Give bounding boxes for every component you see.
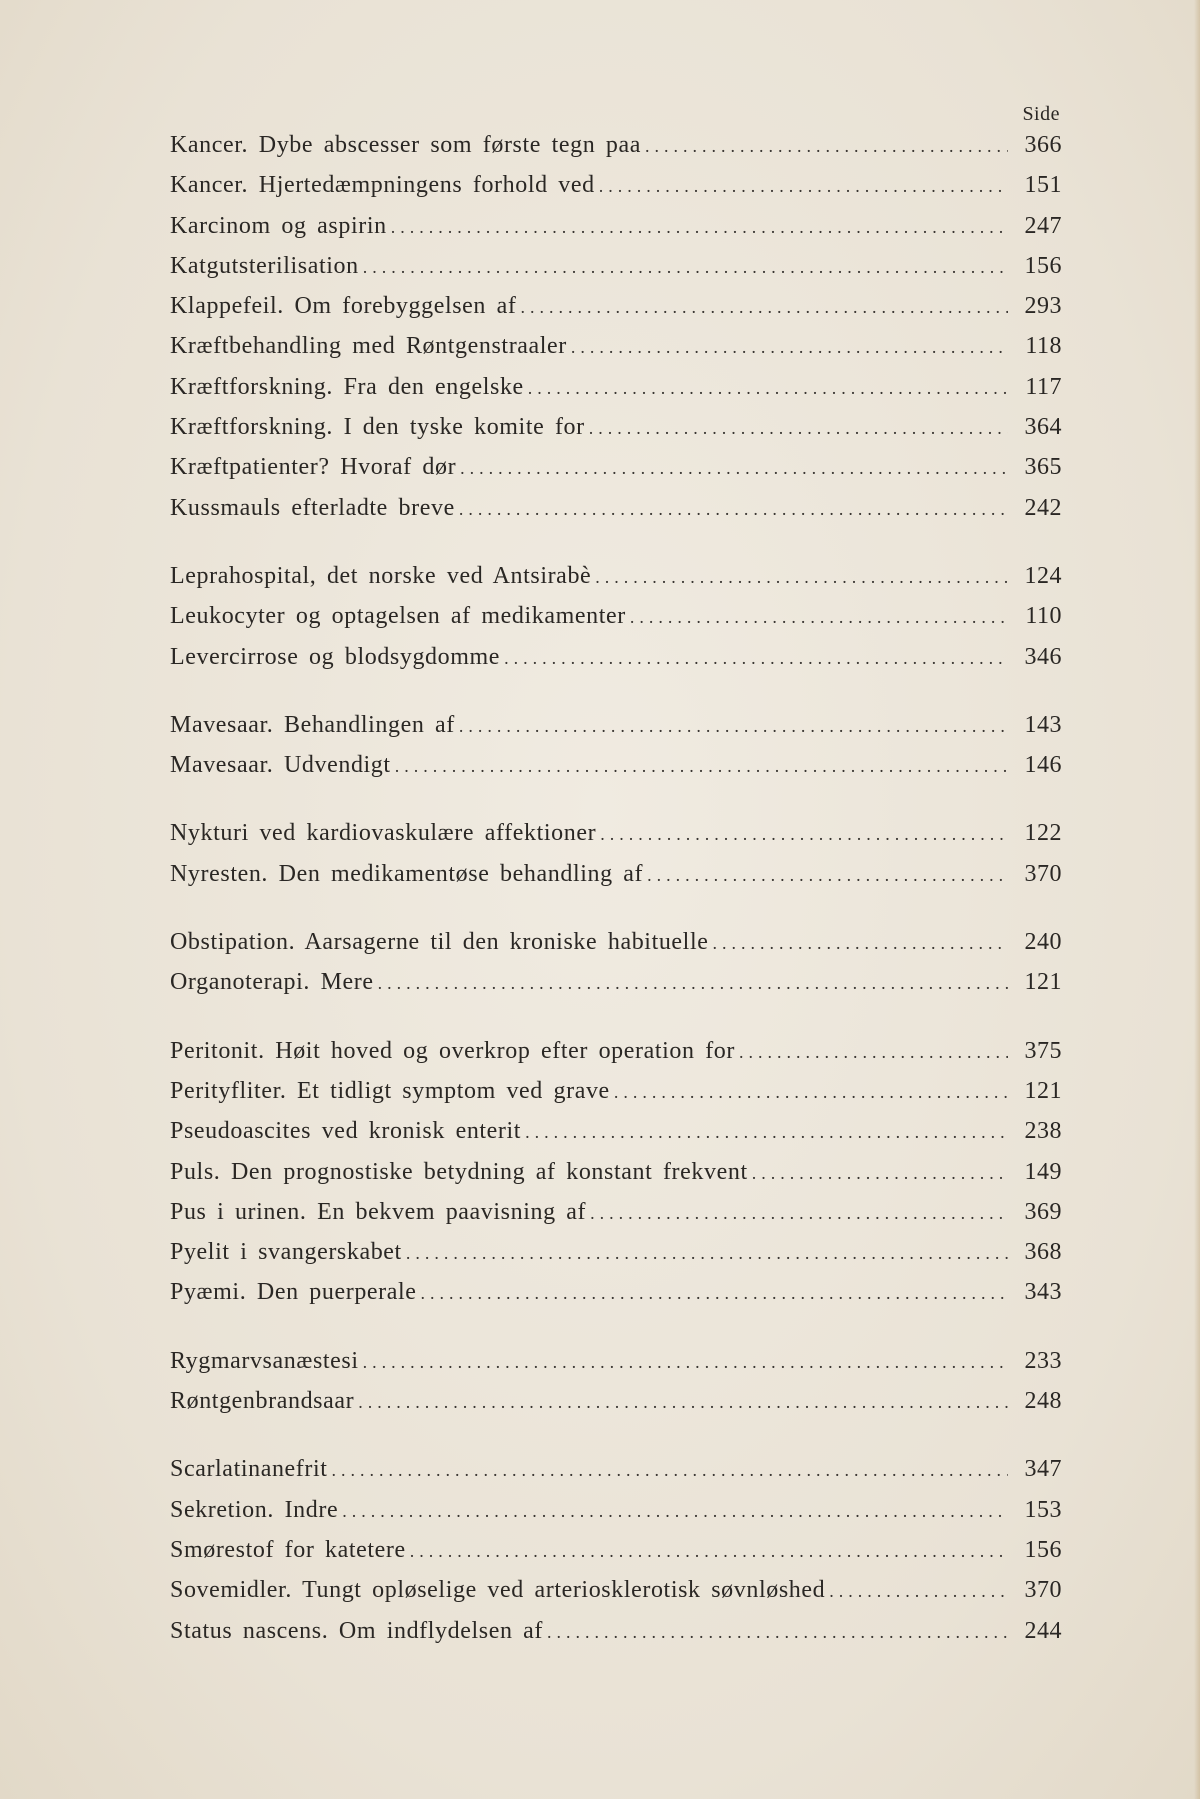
entry-page-number: 242 <box>1024 494 1062 521</box>
dot-leader <box>395 756 1008 777</box>
dot-leader <box>520 297 1008 318</box>
entry-title: Katgutsterilisation <box>170 252 359 279</box>
dot-leader <box>647 865 1008 886</box>
index-entry <box>170 929 1062 969</box>
entry-title: Leprahospital, det norske ved Antsirabè <box>170 562 592 589</box>
entry-page-number: 365 <box>1024 454 1062 481</box>
entry-title: Organoterapi. Mere <box>170 969 374 996</box>
index-entry <box>170 1388 1062 1428</box>
index-list <box>170 132 1062 1658</box>
entry-page-number: 368 <box>1024 1239 1062 1266</box>
dot-leader <box>525 1122 1008 1143</box>
page-column-header: Side <box>1022 103 1060 125</box>
dot-leader <box>547 1622 1008 1643</box>
page-edge-shading <box>1194 0 1200 1799</box>
index-entry <box>170 132 1062 172</box>
dot-leader <box>599 176 1008 197</box>
entry-page-number: 375 <box>1024 1037 1062 1064</box>
index-entry <box>170 1279 1062 1319</box>
entry-title: Perityfliter. Et tidligt symptom ved grave <box>170 1077 610 1104</box>
index-entry <box>170 1118 1062 1158</box>
entry-title: Kussmauls efterladte breve <box>170 494 455 521</box>
entry-title: Leukocyter og optagelsen af medikamenter <box>170 603 626 630</box>
index-entry <box>170 1456 1062 1496</box>
entry-title: Sovemidler. Tungt opløselige ved arteriosklerotisk søvnløshed <box>170 1577 826 1604</box>
entry-title: Pseudoascites ved kronisk enterit <box>170 1118 522 1145</box>
entry-title: Sekretion. Indre <box>170 1496 339 1523</box>
entry-page-number: 244 <box>1024 1617 1062 1644</box>
dot-leader <box>459 716 1008 737</box>
index-entry <box>170 172 1062 212</box>
entry-title: Kræftforskning. I den tyske komite for <box>170 414 585 441</box>
index-entry <box>170 495 1062 535</box>
dot-leader <box>358 1392 1008 1413</box>
entry-page-number: 366 <box>1024 132 1062 158</box>
entry-title: Nykturi ved kardiovaskulære affektioner <box>170 820 597 847</box>
entry-title: Kancer. Dybe abscesser som første tegn paa <box>170 132 642 158</box>
index-group <box>170 929 1062 1010</box>
index-entry <box>170 374 1062 414</box>
dot-leader <box>410 1541 1008 1562</box>
dot-leader <box>421 1283 1008 1304</box>
entry-page-number: 156 <box>1024 252 1062 279</box>
entry-title: Karcinom og aspirin <box>170 212 387 239</box>
entry-title: Kræftpatienter? Hvoraf dør <box>170 454 457 481</box>
dot-leader <box>378 973 1008 994</box>
index-entry <box>170 1199 1062 1239</box>
index-entry <box>170 603 1062 643</box>
index-entry <box>170 712 1062 752</box>
index-entry <box>170 1239 1062 1279</box>
entry-page-number: 370 <box>1024 1577 1062 1604</box>
index-entry <box>170 333 1062 373</box>
entry-page-number: 343 <box>1024 1279 1062 1306</box>
dot-leader <box>600 824 1008 845</box>
entry-title: Scarlatinanefrit <box>170 1456 328 1483</box>
index-entry <box>170 969 1062 1009</box>
index-group <box>170 712 1062 793</box>
index-group <box>170 1038 1062 1320</box>
index-entry <box>170 861 1062 901</box>
entry-page-number: 247 <box>1024 212 1062 239</box>
dot-leader <box>504 648 1008 669</box>
entry-page-number: 153 <box>1024 1496 1062 1523</box>
entry-page-number: 156 <box>1024 1536 1062 1563</box>
entry-page-number: 370 <box>1024 860 1062 887</box>
dot-leader <box>363 257 1008 278</box>
index-entry <box>170 1577 1062 1617</box>
entry-page-number: 238 <box>1024 1118 1062 1145</box>
index-entry <box>170 1038 1062 1078</box>
dot-leader <box>630 607 1008 628</box>
entry-title: Pyelit i svangerskabet <box>170 1239 402 1266</box>
entry-title: Mavesaar. Behandlingen af <box>170 711 455 738</box>
entry-title: Klappefeil. Om forebyggelsen af <box>170 293 517 320</box>
entry-page-number: 240 <box>1024 929 1062 956</box>
dot-leader <box>460 458 1008 479</box>
index-entry <box>170 752 1062 792</box>
index-entry <box>170 253 1062 293</box>
index-entry <box>170 414 1062 454</box>
entry-page-number: 110 <box>1025 603 1062 630</box>
entry-title: Levercirrose og blodsygdomme <box>170 643 501 670</box>
dot-leader <box>391 217 1008 238</box>
dot-leader <box>590 1203 1008 1224</box>
index-entry <box>170 293 1062 333</box>
dot-leader <box>614 1082 1008 1103</box>
entry-title: Peritonit. Høit hoved og overkrop efter operation for <box>170 1037 735 1064</box>
entry-page-number: 248 <box>1024 1388 1062 1415</box>
entry-title: Røntgenbrandsaar <box>170 1388 355 1415</box>
entry-page-number: 121 <box>1024 1077 1062 1104</box>
dot-leader <box>752 1163 1008 1184</box>
entry-title: Rygmarvsanæstesi <box>170 1347 359 1374</box>
entry-page-number: 122 <box>1024 820 1062 847</box>
index-entry <box>170 1159 1062 1199</box>
entry-page-number: 149 <box>1024 1158 1062 1185</box>
dot-leader <box>406 1243 1008 1264</box>
entry-page-number: 143 <box>1024 711 1062 738</box>
index-entry <box>170 454 1062 494</box>
entry-title: Puls. Den prognostiske betydning af konstant frekvent <box>170 1158 748 1185</box>
index-group <box>170 820 1062 901</box>
dot-leader <box>595 567 1008 588</box>
dot-leader <box>332 1460 1008 1481</box>
index-entry <box>170 820 1062 860</box>
entry-title: Smørestof for katetere <box>170 1536 406 1563</box>
entry-page-number: 118 <box>1025 333 1062 360</box>
entry-title: Status nascens. Om indflydelsen af <box>170 1617 543 1644</box>
index-group <box>170 563 1062 684</box>
entry-title: Pus i urinen. En bekvem paavisning af <box>170 1198 587 1225</box>
index-group <box>170 132 1062 535</box>
dot-leader <box>589 418 1008 439</box>
index-group <box>170 1456 1062 1657</box>
entry-page-number: 233 <box>1024 1347 1062 1374</box>
entry-title: Pyæmi. Den puerperale <box>170 1279 417 1306</box>
index-entry <box>170 1497 1062 1537</box>
entry-page-number: 124 <box>1024 562 1062 589</box>
dot-leader <box>645 136 1008 157</box>
dot-leader <box>829 1581 1008 1602</box>
entry-title: Mavesaar. Udvendigt <box>170 752 391 779</box>
index-entry <box>170 644 1062 684</box>
dot-leader <box>342 1501 1008 1522</box>
dot-leader <box>528 378 1008 399</box>
entry-page-number: 117 <box>1025 373 1062 400</box>
entry-page-number: 121 <box>1024 969 1062 996</box>
entry-page-number: 293 <box>1024 293 1062 320</box>
index-entry <box>170 1618 1062 1658</box>
entry-title: Kræftforskning. Fra den engelske <box>170 373 524 400</box>
entry-page-number: 369 <box>1024 1198 1062 1225</box>
entry-page-number: 151 <box>1024 172 1062 199</box>
index-group <box>170 1348 1062 1429</box>
entry-title: Kancer. Hjertedæmpningens forhold ved <box>170 172 595 199</box>
index-entry <box>170 563 1062 603</box>
dot-leader <box>739 1042 1008 1063</box>
dot-leader <box>459 499 1008 520</box>
entry-page-number: 347 <box>1024 1456 1062 1483</box>
entry-title: Nyresten. Den medikamentøse behandling af <box>170 860 644 887</box>
index-entry <box>170 213 1062 253</box>
dot-leader <box>712 933 1008 954</box>
entry-title: Kræftbehandling med Røntgenstraaler <box>170 333 567 360</box>
index-entry <box>170 1537 1062 1577</box>
entry-page-number: 146 <box>1024 752 1062 779</box>
dot-leader <box>363 1352 1008 1373</box>
index-entry <box>170 1348 1062 1388</box>
entry-page-number: 364 <box>1024 414 1062 441</box>
entry-title: Obstipation. Aarsagerne til den kroniske habituelle <box>170 929 709 956</box>
dot-leader <box>571 337 1008 358</box>
entry-page-number: 346 <box>1024 643 1062 670</box>
index-entry <box>170 1078 1062 1118</box>
